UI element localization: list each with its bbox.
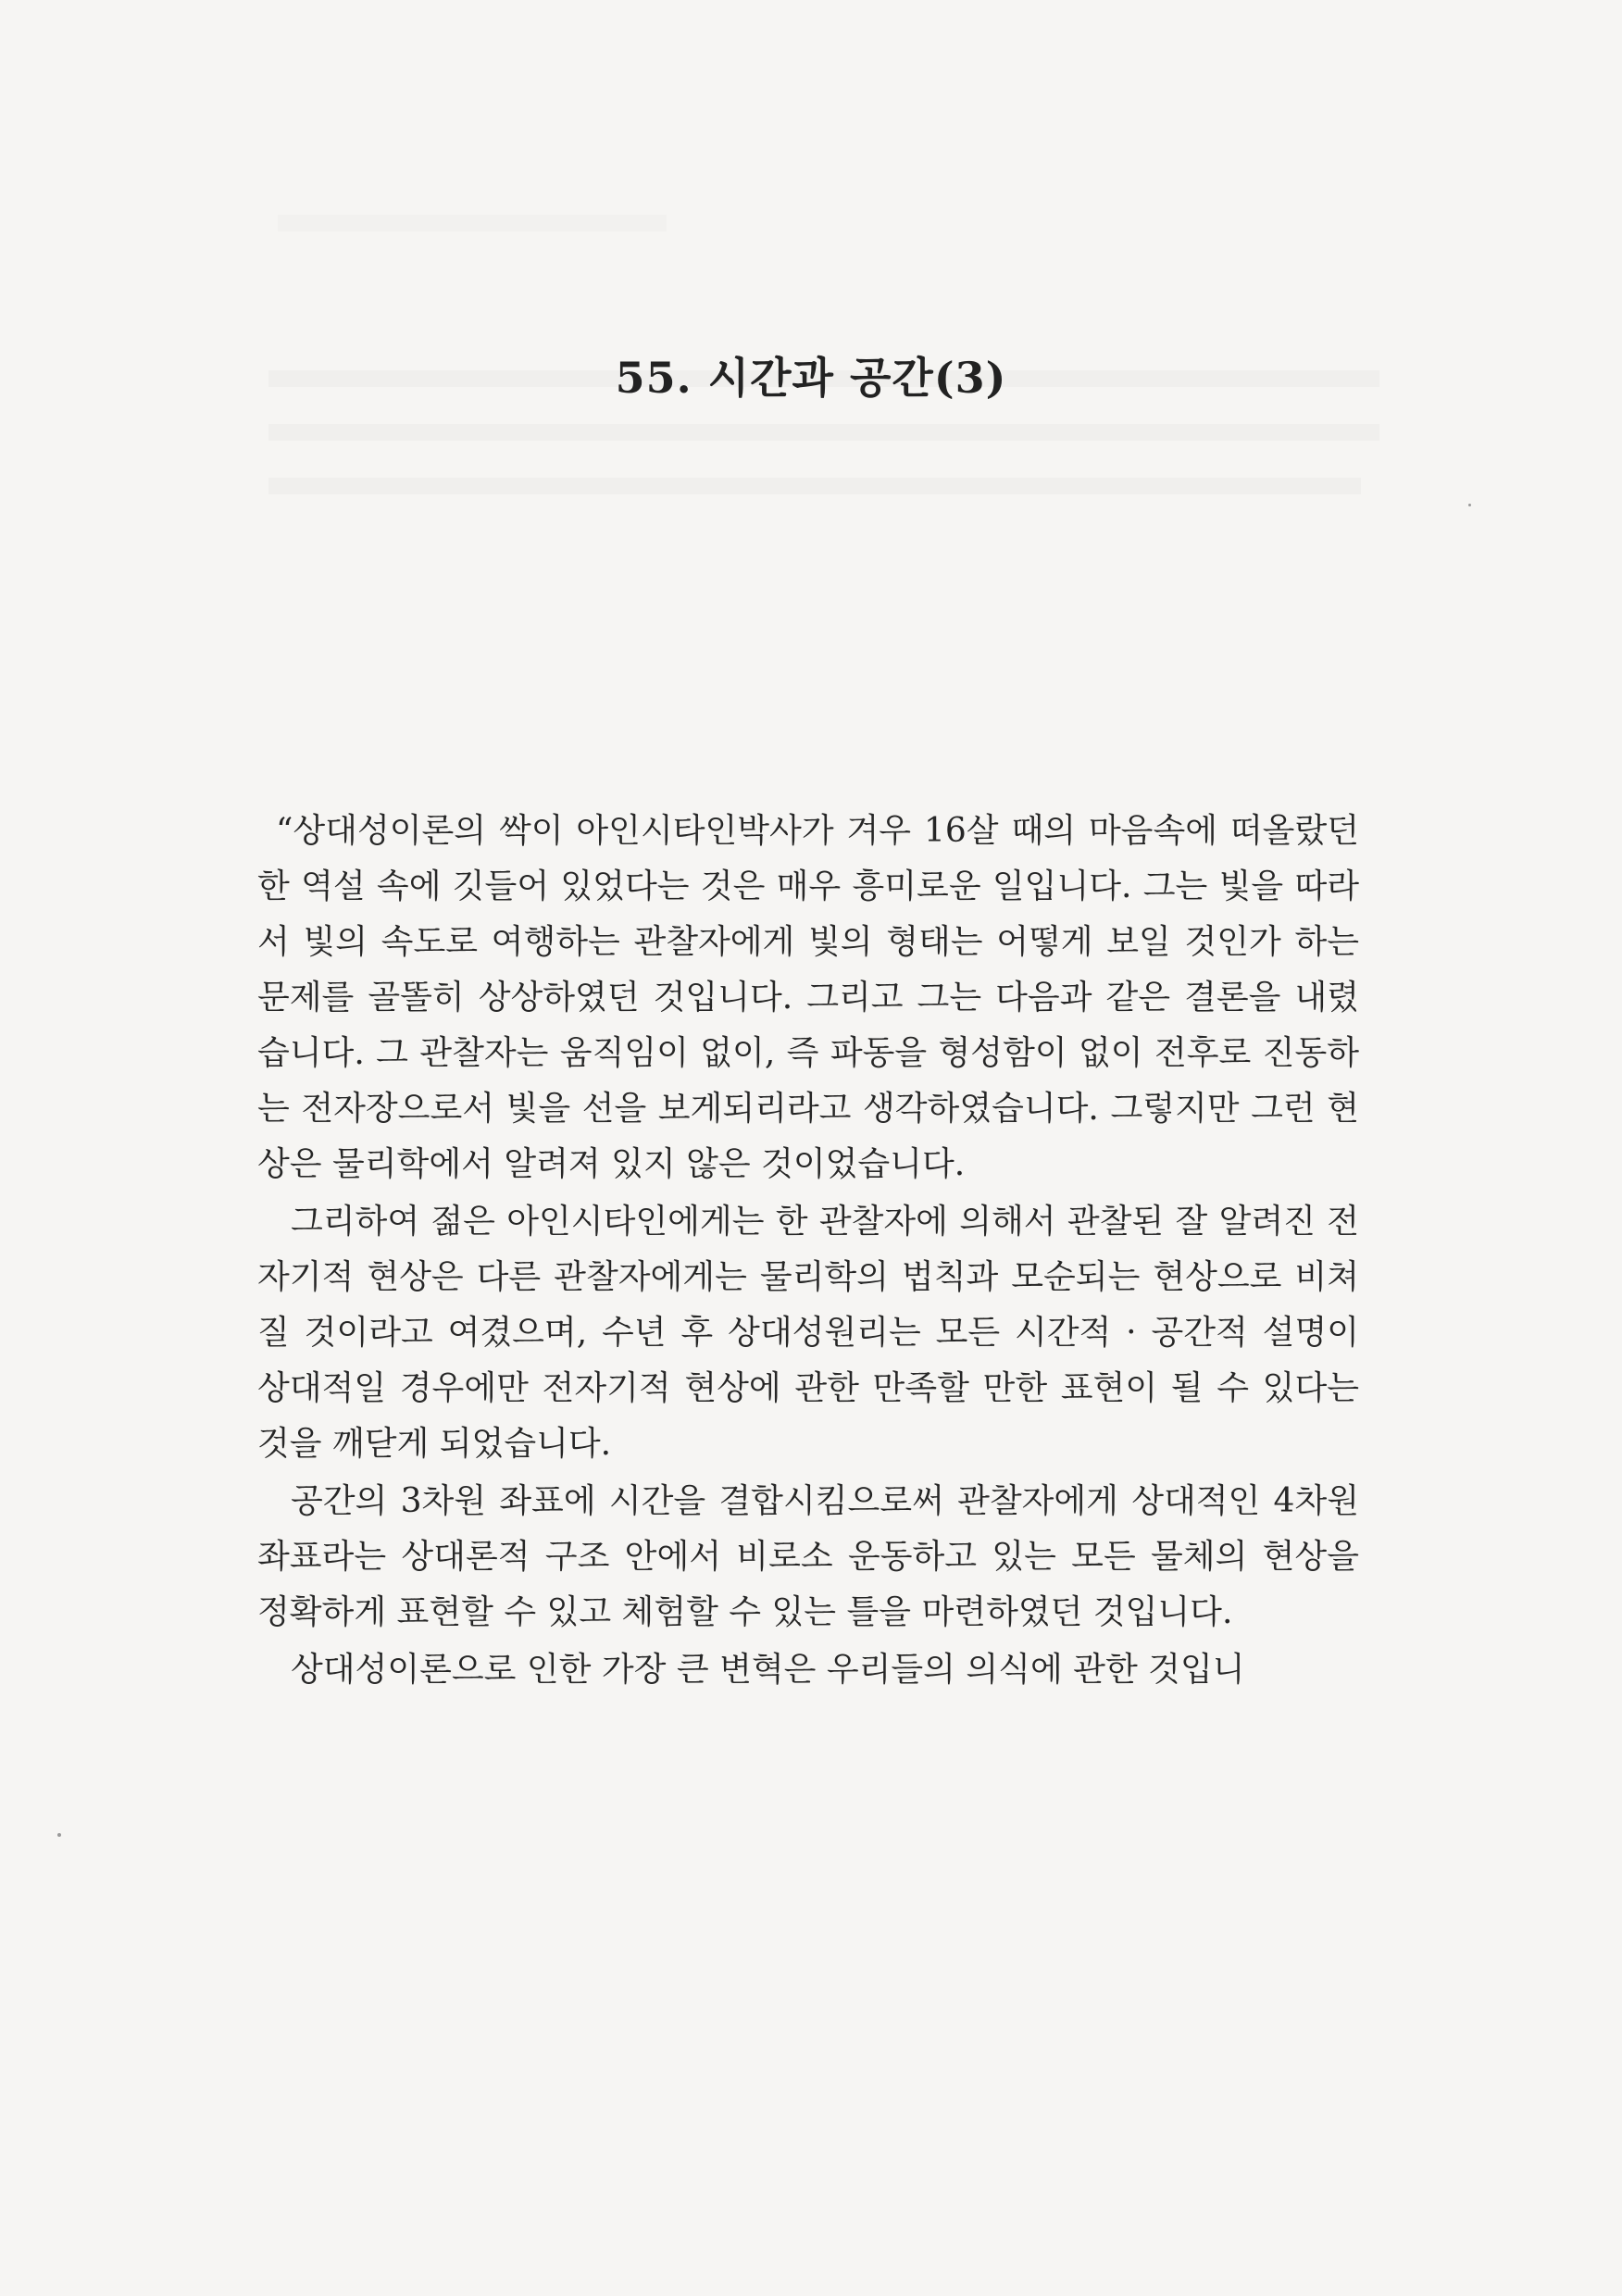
paragraph: “상대성이론의 싹이 아인시타인박사가 겨우 16살 때의 마음속에 떠올랐던 한 역설 속에 깃들어 있었다는 것은 매우 흥미로운 일입니다. 그는 빛을 따라서 빛의 속도로 여행하는 관찰자에게 빛의 형태는 어떻게 보일 것인가 하는 문제를 골똘히 상상하였던 것입니다. 그리고 그는 다음과 같은 결론을 내렸습니다. 그 관찰자는 움직임이 없이, 즉 파동을 형성함이 없이 전후로 진동하는 전자장으로서 빛을 선을 보게되리라고 생각하였습니다. 그렇지만 그런 현상은 물리학에서 알려져 있지 않은 것이었습니다.: [257, 812, 1359, 1183]
paragraph: 상대성이론으로 인한 가장 큰 변혁은 우리들의 의식에 관한 것입니: [291, 1651, 1245, 1689]
page-title: 55. 시간과 공간(3): [615, 353, 1007, 403]
paragraph: 공간의 3차원 좌표에 시간을 결합시킴으로써 관찰자에게 상대적인 4차원 좌표라는 상대론적 구조 안에서 비로소 운동하고 있는 모든 물체의 현상을 정확하게 표현할 수 있고 체험할 수 있는 틀을 마련하였던 것입니다.: [257, 1482, 1359, 1631]
show-through-line: [268, 424, 1379, 441]
show-through-line: [278, 215, 667, 231]
show-through-line: [268, 478, 1361, 494]
scan-speck: [1468, 504, 1471, 506]
paragraph: 그리하여 젊은 아인시타인에게는 한 관찰자에 의해서 관찰된 잘 알려진 전자기적 현상은 다른 관찰자에게는 물리학의 법칙과 모순되는 현상으로 비쳐질 것이라고 여겼으며, 수년 후 상대성원리는 모든 시간적 · 공간적 설명이 상대적일 경우에만 전자기적 현상에 관한 만족할 만한 표현이 될 수 있다는 것을 깨닫게 되었습니다.: [257, 1203, 1359, 1463]
body-text: [257, 804, 1359, 1700]
scan-speck: [57, 1833, 61, 1837]
